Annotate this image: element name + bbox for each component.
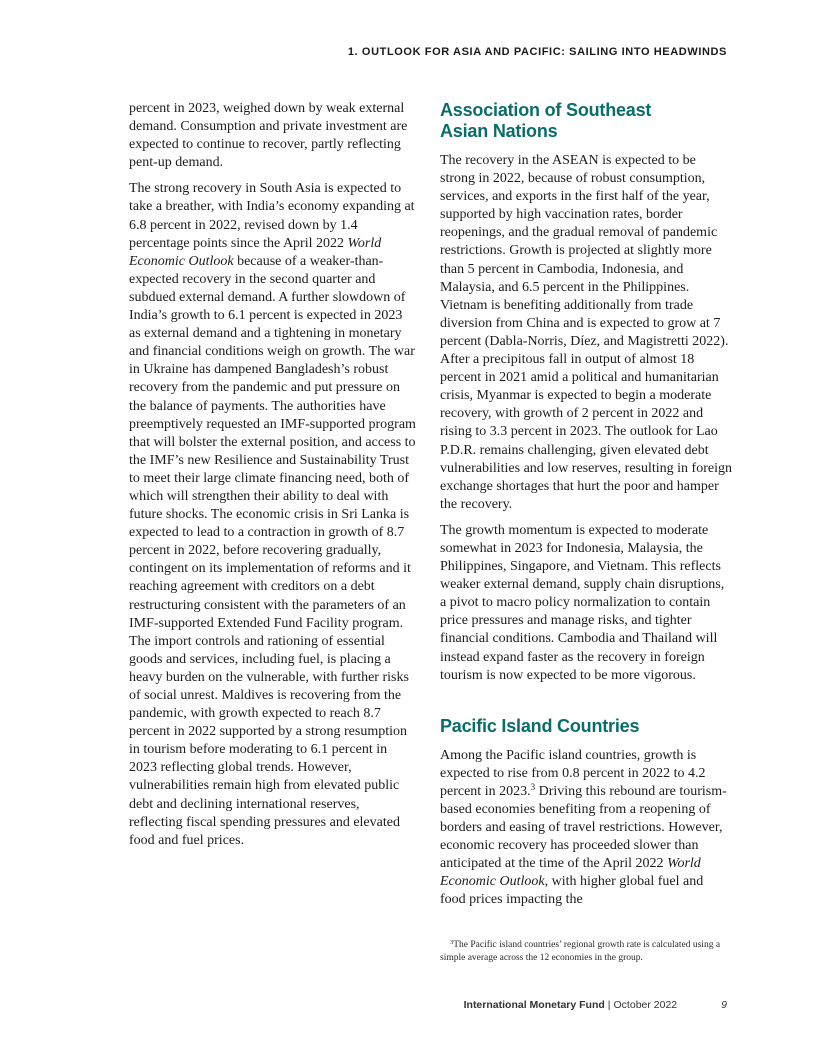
page-footer	[464, 999, 727, 1011]
footnote-marker: 3	[450, 939, 454, 946]
running-header: 1. OUTLOOK FOR ASIA AND PACIFIC: SAILING INTO HEADWINDS	[347, 46, 727, 58]
left-column	[129, 100, 416, 850]
text-run: The recovery in the ASEAN is expected to be strong in 2022, because of robust consumption, services, and exports in the first half of the year, supported by high vaccination rates, border reopenings, and the gradual removal of pandemic restrictions. Growth is projected at slightly more than 5 percent in Cambodia, Indonesia, and Malaysia, and 6.5 percent in the Philippines. Vietnam is benefiting additionally from trade diversion from China and is expected to grow at 7 percent (Dabla-Norris, Díez, and Magistretti 2022). After a precipitous fall in output of almost 18 percent in 2021 amid a political and humanitarian crisis, Myanmar is expected to begin a moderate recovery, with growth of 2 percent in 2022 and rising to 3.3 percent in 2023. The outlook for Lao P.D.R. remains challenging, given elevated debt vulnerabilities and low reserves, resulting in foreign exchange shortages that hurt the poor and hamper the recovery.	[440, 153, 732, 512]
right-column	[440, 100, 732, 910]
footnote-reference: 3	[530, 781, 536, 792]
text-run: percent in 2023, weighed down by weak external demand. Consumption and private investment are expected to continue to recover, partly reflecting pent-up demand.	[129, 101, 408, 171]
italic-title: World Economic Outlook	[129, 235, 382, 269]
section-heading-line: Asian Nations	[440, 121, 558, 141]
section-heading-asean	[440, 100, 732, 142]
text-run: , with higher global fuel and food prices impacting the	[440, 874, 704, 908]
text-run: The strong recovery in South Asia is expected to take a breather, with India’s economy expanding at 6.8 percent in 2022, revised down by 1.4 percentage points since the April 2022	[129, 181, 415, 251]
italic-title: World Economic Outlook	[440, 856, 701, 890]
text-run: The growth momentum is expected to moderate somewhat in 2023 for Indonesia, Malaysia, the Philippines, Singapore, and Vietnam. This reflects weaker external demand, supply chain disruptions, a pivot to macro policy normalization to contain price pressures and manage risks, and tighter financial conditions. Cambodia and Thailand will instead expand faster as the recovery in foreign tourism is now expected to be more vigorous.	[440, 522, 725, 683]
body-paragraph	[129, 100, 416, 172]
body-paragraph-asean	[440, 152, 732, 514]
footer-date: October 2022	[613, 999, 678, 1011]
footnote	[440, 939, 740, 965]
text-run: Driving this rebound are tourism-based economies benefiting from a reopening of borders and easing of travel restrictions. However, economic recovery has proceeded slower than anticipated at the time of the April 2022	[440, 783, 727, 872]
text-run: Among the Pacific island countries, growth is expected to rise from 0.8 percent in 2022 to 4.2 percent in 2023.	[440, 747, 706, 799]
body-paragraph-pacific	[440, 747, 732, 910]
page-number: 9	[721, 999, 727, 1011]
footer-separator: |	[607, 999, 611, 1011]
footer-organization: International Monetary Fund	[463, 999, 605, 1011]
section-heading-pacific: Pacific Island Countries	[440, 715, 640, 736]
section-heading-line: Association of Southeast	[440, 100, 652, 120]
footnote-text: The Pacific island countries’ regional growth rate is calculated using a simple average across the 12 economies in the group.	[440, 940, 721, 963]
body-paragraph-south-asia	[129, 180, 416, 849]
body-paragraph-asean-outlook	[440, 522, 732, 685]
text-run: because of a weaker-than-expected recovery in the second quarter and subdued external demand. A further slowdown of India’s growth to 6.1 percent is expected in 2023 as external demand and a tightening in monetary and financial conditions weigh on growth. The war in Ukraine has dampened Bangladesh’s robust recovery from the pandemic and put pressure on the balance of payments. The authorities have preemptively requested an IMF-supported program that will bolster the external position, and access to the IMF’s new Resilience and Sustainability Trust to meet their large climate financing need, both of which will strengthen their ability to deal with future shocks. The economic crisis in Sri Lanka is expected to lead to a contraction in growth of 8.7 percent in 2022, before recovering gradually, contingent on its implementation of reforms and it reaching agreement with creditors on a debt restructuring consistent with the parameters of an IMF-supported Extended Fund Facility program. The import controls and rationing of essential goods and services, including fuel, is placing a heavy burden on the vulnerable, with further risks of social unrest. Maldives is recovering from the pandemic, with growth expected to reach 8.7 percent in 2022 supported by a strong resumption in tourism before moderating to 6.1 percent in 2023 reflecting global trends. However, vulnerabilities remain high from elevated public debt and declining international reserves, reflecting fiscal spending pressures and elevated food and fuel prices.	[129, 253, 416, 848]
